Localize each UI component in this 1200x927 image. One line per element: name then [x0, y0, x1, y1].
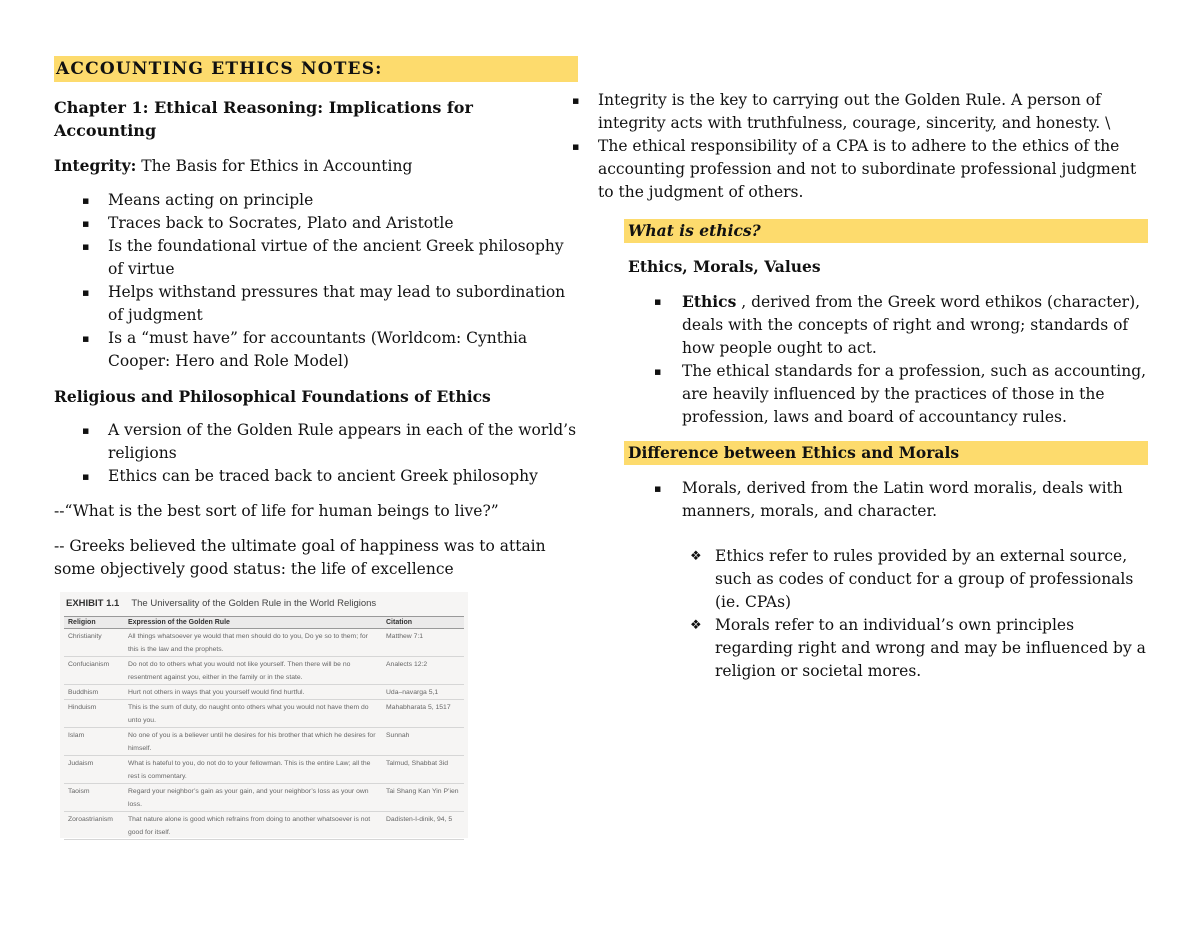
what-is-ethics-heading: What is ethics? — [624, 219, 1148, 243]
square-bullet-icon: ▪ — [82, 286, 90, 299]
integrity-list — [54, 189, 578, 373]
page-title: ACCOUNTING ETHICS NOTES: — [54, 56, 578, 82]
list-item: ▪ Is a “must have” for accountants (Worldcom: Cynthia Cooper: Hero and Role Model) — [82, 329, 528, 370]
list-item: ▪ Ethics can be traced back to ancient Greek philosophy — [54, 465, 578, 488]
integrity-label: Integrity: — [54, 156, 137, 175]
list-item: ▪ Means acting on principle — [54, 189, 578, 212]
column-header: Expression of the Golden Rule — [124, 617, 382, 629]
integrity-heading — [54, 154, 578, 178]
difference-heading: Difference between Ethics and Morals — [624, 441, 1148, 465]
square-bullet-icon: ▪ — [654, 295, 662, 308]
square-bullet-icon: ▪ — [82, 470, 90, 483]
list-item: ❖ Morals refer to an individual’s own principles regarding right and wrong and may be influenced by a religion or societal mores. — [690, 616, 1146, 680]
quote-greeks: -- Greeks believed the ultimate goal of happiness was to attain some objectively good status: the life of excellence — [54, 537, 546, 578]
right-column — [572, 89, 1152, 683]
exhibit-table-image — [60, 592, 468, 838]
table-row: Zoroastrianism That nature alone is good which refrains from doing to another whatsoever is not good for itself. Dadisten-I-dinik, 94, 5 — [64, 812, 464, 840]
list-item: ▪ Traces back to Socrates, Plato and Aristotle — [54, 212, 578, 235]
diamond-bullet-icon: ❖ — [690, 549, 702, 564]
square-bullet-icon: ▪ — [82, 240, 90, 253]
table-row: Hinduism This is the sum of duty, do naught onto others what you would not have them do unto you. Mahabharata 5, 1517 — [64, 700, 464, 728]
list-item: ▪ Morals, derived from the Latin word moralis, deals with manners, morals, and character. — [654, 479, 1123, 520]
golden-rule-table — [64, 616, 464, 840]
square-bullet-icon: ▪ — [572, 140, 580, 153]
square-bullet-icon: ▪ — [654, 365, 662, 378]
square-bullet-icon: ▪ — [82, 332, 90, 345]
list-item: ▪ The ethical standards for a profession, such as accounting, are heavily influenced by the practices of those in the profession, laws and board of accountancy rules. — [654, 362, 1147, 426]
integrity-cpa-list — [572, 89, 1152, 204]
square-bullet-icon: ▪ — [82, 194, 90, 207]
list-item: ▪ Is the foundational virtue of the ancient Greek philosophy of virtue — [82, 237, 564, 278]
left-column — [54, 56, 578, 581]
square-bullet-icon: ▪ — [82, 217, 90, 230]
list-item: ▪ A version of the Golden Rule appears in each of the world’s religions — [82, 421, 577, 462]
ethics-term: Ethics — [682, 292, 737, 311]
exhibit-title: The Universality of the Golden Rule in the World Religions — [131, 598, 377, 609]
table-header-row — [64, 617, 464, 629]
table-row: Judaism What is hateful to you, do not do to your fellowman. This is the entire Law; all the rest is commentary. Talmud, Shabbat 3id — [64, 756, 464, 784]
ethics-list — [572, 290, 1152, 429]
square-bullet-icon: ▪ — [572, 94, 580, 107]
chapter-heading: Chapter 1: Ethical Reasoning: Implications for Accounting — [54, 98, 473, 140]
column-header: Religion — [64, 617, 124, 629]
table-row: Buddhism Hurt not others in ways that you yourself would find hurtful. Uda–navarga 5,1 — [64, 685, 464, 700]
morals-list — [572, 477, 1152, 523]
table-row: Confucianism Do not do to others what you would not like yourself. Then there will be no resentment against you, either in the family or in the state. Analects 12:2 — [64, 657, 464, 685]
list-item: ▪ Helps withstand pressures that may lead to subordination of judgment — [82, 283, 566, 324]
table-row: Christianity All things whatsoever ye would that men should do to you, Do ye so to them; for this is the law and the prophets. Matthew 7:1 — [64, 629, 464, 657]
integrity-subtitle: The Basis for Ethics in Accounting — [136, 157, 413, 175]
exhibit-number: EXHIBIT 1.1 — [66, 598, 120, 609]
table-row: Islam No one of you is a believer until he desires for his brother that which he desires for himself. Sunnah — [64, 728, 464, 756]
foundations-heading: Religious and Philosophical Foundations of Ethics — [54, 387, 491, 406]
list-item: ▪ The ethical responsibility of a CPA is to adhere to the ethics of the accounting profession and not to subordinate professional judgment to the judgment of others. — [572, 137, 1137, 201]
foundations-list — [54, 419, 578, 488]
square-bullet-icon: ▪ — [82, 424, 90, 437]
ethics-morals-values-heading: Ethics, Morals, Values — [628, 257, 821, 276]
quote-best-life: --“What is the best sort of life for human beings to live?” — [54, 502, 499, 520]
column-header: Citation — [382, 617, 464, 629]
diamond-bullet-icon: ❖ — [690, 618, 702, 633]
table-row: Taoism Regard your neighbor’s gain as your gain, and your neighbor’s loss as your own loss. Tai Shang Kan Yin P’ien — [64, 784, 464, 812]
square-bullet-icon: ▪ — [654, 482, 662, 495]
list-item: ▪ Ethics , derived from the Greek word ethikos (character), deals with the concepts of right and wrong; standards of how people ought to act. — [654, 292, 1141, 357]
list-item: ❖ Ethics refer to rules provided by an external source, such as codes of conduct for a group of professionals (ie. CPAs) — [690, 547, 1134, 611]
exhibit-caption — [66, 598, 376, 609]
list-item: ▪ Integrity is the key to carrying out the Golden Rule. A person of integrity acts with truthfulness, courage, sincerity, and honesty. \ — [572, 91, 1111, 132]
ethics-vs-morals-list — [572, 545, 1152, 683]
